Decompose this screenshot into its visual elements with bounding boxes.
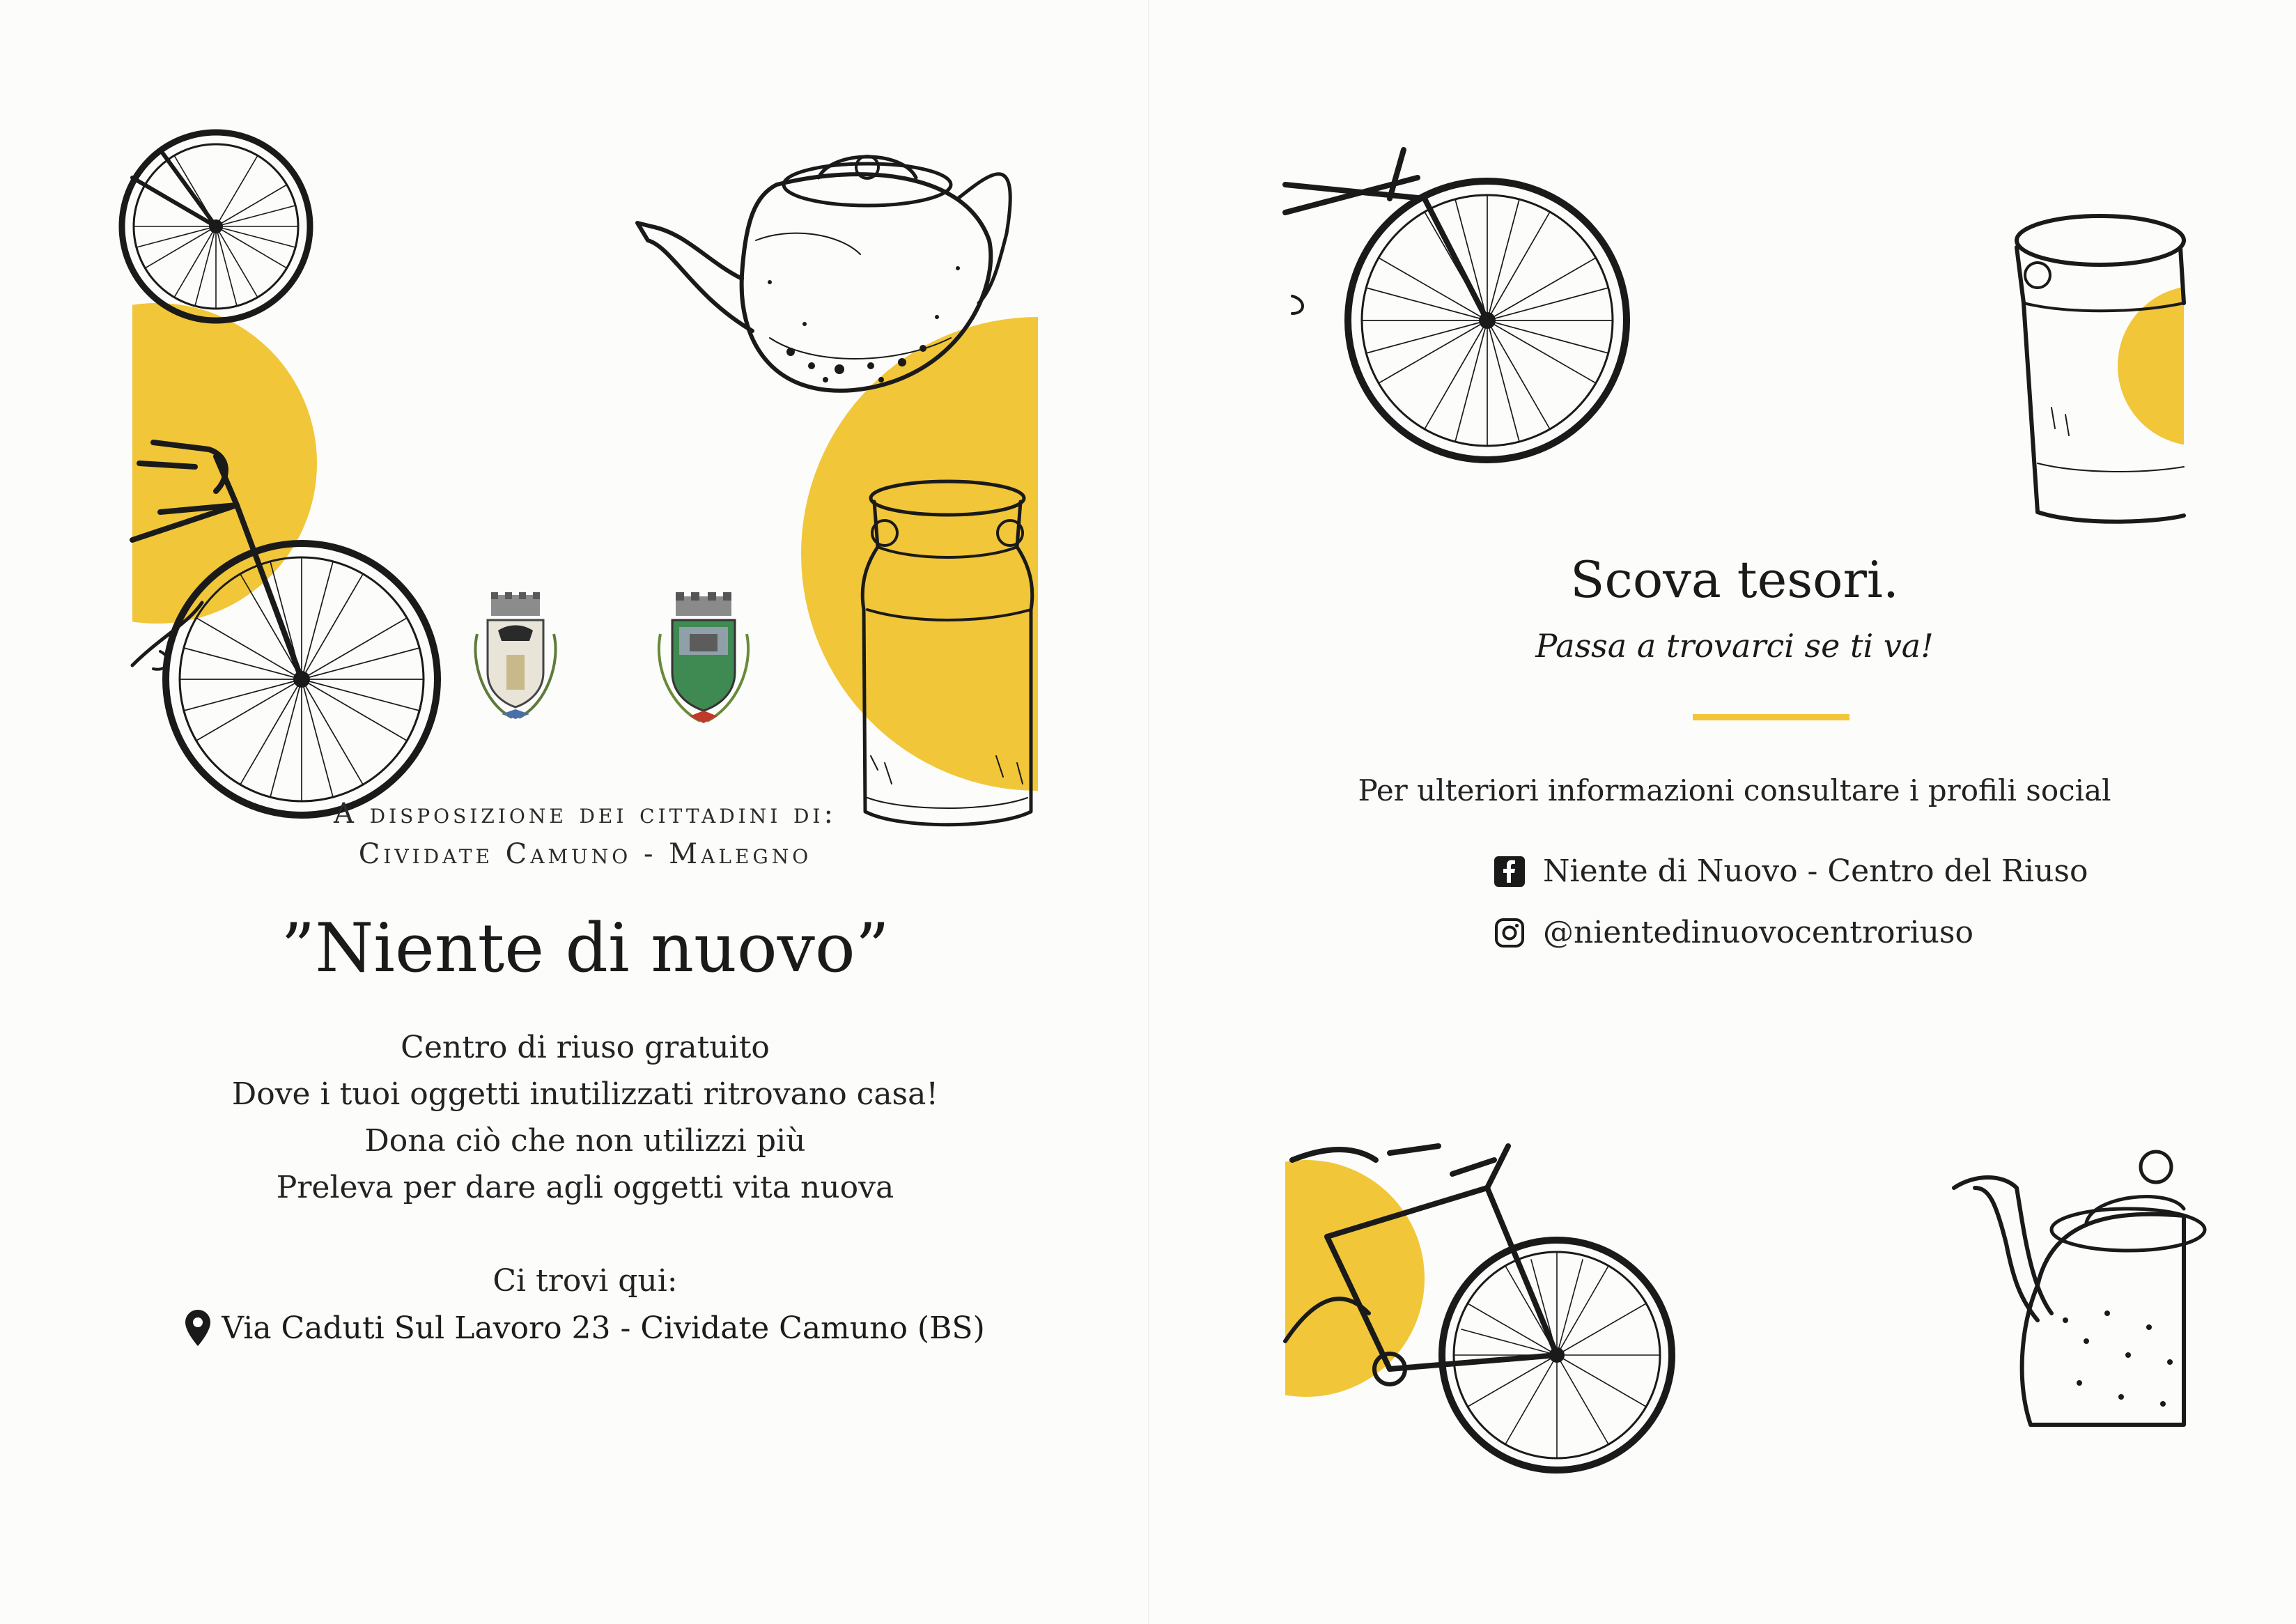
find-us-label: Ci trovi qui: — [492, 1263, 678, 1299]
description-line: Dove i tuoi oggetti inutilizzati ritrovano casa! — [231, 1076, 939, 1112]
map-pin-icon — [185, 1310, 210, 1346]
page-fold — [1148, 0, 1149, 1624]
address-text: Via Caduti Sul Lavoro 23 - Cividate Camuno (BS) — [222, 1310, 985, 1346]
tagline: Passa a trovarci se ti va! — [1535, 627, 1934, 665]
bicycle-illustration — [1285, 1132, 1634, 1432]
milk-can-illustration — [857, 477, 1038, 833]
facebook-row[interactable] — [1494, 853, 2088, 889]
left-flyer-panel — [132, 157, 1038, 1411]
right-flyer-panel — [1285, 157, 2184, 1446]
teapot-illustration — [1947, 1146, 2184, 1446]
address-row — [132, 1310, 1038, 1349]
instagram-label: @nientedinuovocentroriuso — [1543, 915, 1973, 950]
description-line: Dona ciò che non utilizzi più — [364, 1123, 806, 1159]
malegno-crest — [655, 592, 752, 725]
instagram-row[interactable] — [1494, 915, 1973, 950]
milk-can-illustration — [1996, 199, 2184, 533]
headline: Scova tesori. — [1570, 550, 1899, 609]
info-text: Per ulteriori informazioni consultare i profili social — [1358, 773, 2111, 807]
facebook-label: Niente di Nuovo - Centro del Riuso — [1543, 853, 2088, 889]
accent-divider — [1693, 714, 1849, 720]
facebook-icon — [1494, 856, 1525, 887]
description-line: Centro di riuso gratuito — [401, 1030, 770, 1065]
availability-label: A disposizione dei cittadini di: — [334, 798, 837, 830]
cividate-camuno-crest — [470, 592, 561, 721]
bicycle-illustration — [1285, 157, 1634, 463]
towns-label: Cividate Camuno - Malegno — [358, 838, 812, 870]
teapot-illustration — [630, 157, 1132, 415]
description-line: Preleva per dare agli oggetti vita nuova — [276, 1170, 894, 1205]
bicycle-wheel-illustration — [132, 157, 355, 359]
description-lines — [132, 1024, 1038, 1211]
instagram-icon — [1494, 918, 1525, 948]
flyer-title: ”Niente di nuovo” — [281, 909, 890, 987]
